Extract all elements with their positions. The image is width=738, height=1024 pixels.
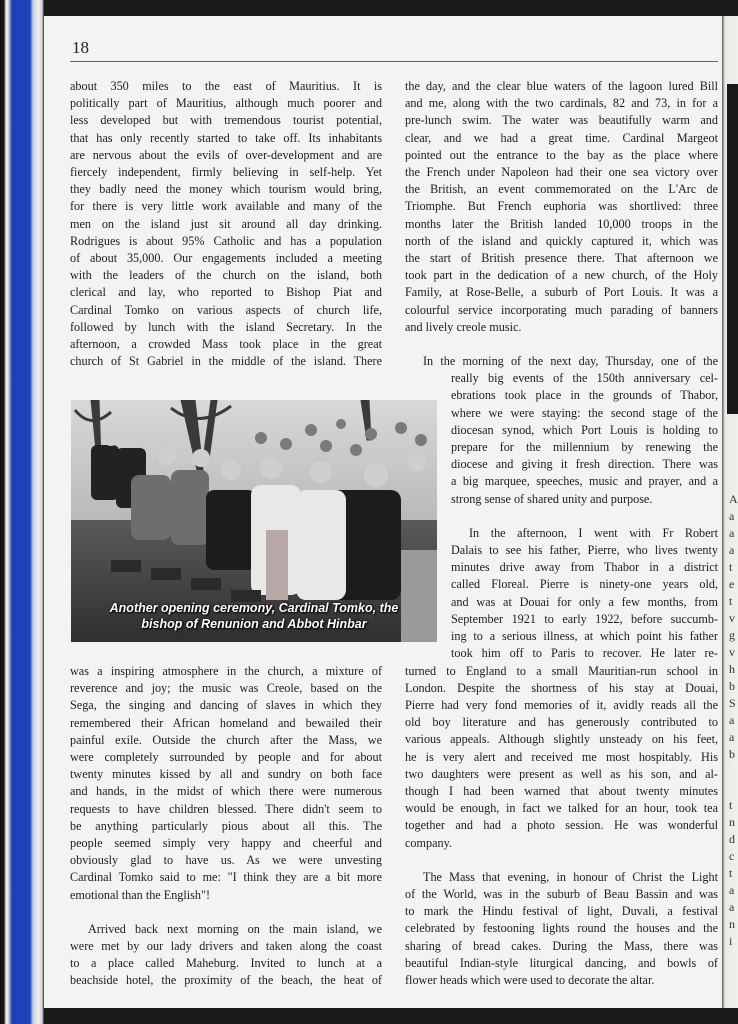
text-line: would be enough, in fact we talked for an hour, took tea xyxy=(405,801,718,816)
text-line: various appeals. Although slightly unsteady on his feet, xyxy=(405,732,718,747)
text-line: church of St Gabriel in the middle of the island. There xyxy=(70,354,382,369)
next-page-fragment: t xyxy=(729,798,733,812)
text-line: together and had a photo session. He was wonderful xyxy=(405,818,718,833)
text-line: diocesan synod, which Port Louis is holding to xyxy=(451,422,718,437)
text-line: In the morning of the next day, Thursday, one of the xyxy=(423,354,718,369)
text-line: of about 35,000. Our engagements included a meeting xyxy=(70,251,382,266)
text-line: to a place called Maheburg. Invited to lunch at a xyxy=(70,956,382,971)
text-line: were met by our lady drivers and taken along the coast xyxy=(70,939,382,954)
text-line: the day, and the clear blue waters of the lagoon lured Bill xyxy=(405,79,718,93)
next-page-fragment: A xyxy=(729,492,738,506)
text-line: company. xyxy=(405,835,452,850)
text-line: beautiful Indian-style liturgical dancing, and bowls of xyxy=(405,955,718,970)
event-photo xyxy=(71,400,437,642)
text-line: September 1921 to early 1922, before succumb- xyxy=(451,611,718,626)
next-page-fragment: h xyxy=(729,662,735,676)
text-line: are nervous about the evils of over-development and are xyxy=(70,147,382,162)
text-line: where we were staying: the second stage of the xyxy=(451,405,718,420)
text-line: of the World, was in the suburb of Beau Bassin and was xyxy=(405,886,718,901)
next-page-fragment: a xyxy=(729,713,735,727)
paragraph xyxy=(405,353,718,508)
header-rule xyxy=(70,61,718,62)
next-page-fragment: a xyxy=(729,509,735,523)
paragraph xyxy=(405,78,718,336)
text-line: to mark the Hindu festival of light, Duvali, a festival xyxy=(405,904,718,919)
text-line: strong sense of shared unity and purpose. xyxy=(451,491,653,506)
text-line: turned to England to a small Mauritian-run school in xyxy=(405,663,718,678)
text-line: London. Despite the shortness of his stay at Douai, xyxy=(405,680,718,695)
text-line: the start of British presence there. That afternoon we xyxy=(405,251,718,266)
text-line: Rodrigues is about 95% Catholic and has a population xyxy=(70,233,382,248)
text-line: really big events of the 150th anniversary cel- xyxy=(451,371,718,386)
text-line: twenty minutes kissed by all and sundry on both face xyxy=(70,767,382,782)
next-page-fragment: g xyxy=(729,628,735,642)
text-line: emotional than the English"! xyxy=(70,887,211,902)
text-line: and me, along with the two cardinals, 82 and 73, in for a xyxy=(405,96,718,111)
paragraph xyxy=(70,921,382,990)
left-column-bottom xyxy=(70,663,382,990)
text-line: celebrated by festooning lights round the houses and the xyxy=(405,921,718,936)
text-line: they badly need the money which tourism would bring, xyxy=(70,182,382,197)
caption-line: bishop of Renunion and Abbot Hinbar xyxy=(141,617,367,631)
text-line: politically part of Mauritius, although much poorer and xyxy=(70,96,382,111)
paragraph xyxy=(405,869,718,989)
text-line: flower heads which were used to decorate the altar. xyxy=(405,972,655,987)
text-line: was a inspiring atmosphere in the church, a mixture of xyxy=(70,664,382,678)
text-line: remembered their African homeland and bewailed their xyxy=(70,715,382,730)
text-line: were completely surrounded by people and for about xyxy=(70,750,382,765)
text-line: a big marquee, speeches, music and prayer, and a xyxy=(451,474,718,489)
page-number: 18 xyxy=(72,38,89,57)
text-line: Dalais to see his father, Pierre, who lives twenty xyxy=(451,543,718,558)
text-line: Cardinal Tomko on various aspects of church life, xyxy=(70,302,382,317)
text-line: and hands, in the midst of which there were numerous xyxy=(70,784,382,799)
text-line: and lively creole music. xyxy=(405,319,522,334)
next-page-fragment: v xyxy=(729,611,735,625)
next-page-fragment: t xyxy=(729,866,733,880)
text-line: called Floreal. Pierre is ninety-one years old, xyxy=(451,577,718,592)
next-page-fragment: n xyxy=(729,917,735,931)
text-line: beachside hotel, the proximity of the beach, the heat of xyxy=(70,973,382,988)
text-line: clerical and lay, who reported to Bishop Piat and xyxy=(70,285,382,300)
paragraph xyxy=(70,663,382,904)
paragraph xyxy=(70,78,382,370)
text-line: painful exile. Outside the church after the Mass, we xyxy=(70,732,382,747)
text-line: clear, and we had a great time. Cardinal Margeot xyxy=(405,130,718,145)
next-page-fragment: a xyxy=(729,883,735,897)
text-line: two daughters were present as well as his son, and al- xyxy=(405,766,718,781)
text-line: took part in the dedication of a new church, of the Holy xyxy=(405,268,718,283)
text-line: that has only recently started to take off. Its inhabitants xyxy=(70,130,382,145)
next-page-fragment: b xyxy=(729,747,735,761)
text-line: fiercely independent, firmly believing in self-help. Yet xyxy=(70,165,382,180)
text-line: be anything particularly pious about all this. The xyxy=(70,818,382,833)
text-line: reverence and joy; the music was Creole, based on the xyxy=(70,681,382,696)
next-page-photo-edge xyxy=(727,84,738,414)
text-line: Sega, the singing and dancing of slaves in which they xyxy=(70,698,382,713)
text-line: followed by lunch with the island Secretary. In the xyxy=(70,319,382,334)
text-line: pre-lunch swim. The water was beautifully warm and xyxy=(405,113,718,128)
text-line: north of the island and quickly captured it, which was xyxy=(405,233,718,248)
paragraph xyxy=(405,525,718,852)
next-page-fragment: a xyxy=(729,543,735,557)
text-line: Pierre had very fond memories of it, avidly reads all the xyxy=(405,697,718,712)
text-line: The Mass that evening, in honour of Christ the Light xyxy=(423,869,718,884)
text-line: ing to a serious illness, at which point his father xyxy=(451,629,718,644)
text-line: less developed but with tremendous tourist potential, xyxy=(70,113,382,128)
text-line: the French under Napoleon had their one sea victory over xyxy=(405,165,718,180)
next-page-fragment: a xyxy=(729,526,735,540)
text-line: for there is very little work available and many of the xyxy=(70,199,382,214)
next-page-fragment: a xyxy=(729,900,735,914)
text-line: requests to have children blessed. There didn't seem to xyxy=(70,801,382,816)
text-line: In the afternoon, I went with Fr Robert xyxy=(469,525,718,540)
photo-caption xyxy=(71,600,437,632)
next-page-fragment: t xyxy=(729,594,733,608)
text-line: people seemed simply very happy and cheerful and xyxy=(70,836,382,851)
next-page-fragment: S xyxy=(729,696,736,710)
text-line: he is very alert and received me most hospitably. His xyxy=(405,749,718,764)
text-line: afternoon, a crowded Mass took place in the great xyxy=(70,337,382,352)
text-line: pointed out the entrance to the bay as the place where xyxy=(405,147,718,162)
text-line: about 350 miles to the east of Mauritius. It is xyxy=(70,79,382,93)
next-page-fragment: e xyxy=(729,577,735,591)
next-page-fragment: d xyxy=(729,832,735,846)
text-line: colourful service incorporating much parading of banners xyxy=(405,302,718,317)
text-line: Family, at Rose-Belle, a suburb of Port Louis. It was a xyxy=(405,285,718,300)
magazine-page xyxy=(44,16,722,1008)
text-line: diocese and giving it fresh direction. There was xyxy=(451,457,718,472)
text-line: obviously glad to have us. As we were unvesting xyxy=(70,853,382,868)
next-page-fragment: c xyxy=(729,849,735,863)
text-line: minutes drive away from Thabor in a district xyxy=(451,560,718,575)
left-column-top xyxy=(70,78,382,370)
text-line: Arrived back next morning on the main island, we xyxy=(88,921,382,936)
next-page-fragment: n xyxy=(729,815,735,829)
text-line: men on the island just sit around all day drinking. xyxy=(70,216,382,231)
next-page-fragment: i xyxy=(729,934,733,948)
next-page-fragment: a xyxy=(729,730,735,744)
text-line: though I had been warned that about twenty minutes xyxy=(405,783,718,798)
text-line: ebrations took place in the grounds of Thabor, xyxy=(451,388,718,403)
text-line: took him off to Paris to recover. He later re- xyxy=(451,646,718,661)
caption-line: Another opening ceremony, Cardinal Tomko, the xyxy=(109,601,399,615)
book-binding xyxy=(0,0,44,1024)
text-line: sharing of bread cakes. During the Mass, there was xyxy=(405,938,718,953)
text-line: and was at Douai for only a few months, from xyxy=(451,594,718,609)
text-line: the British, an event commemorated on the L'Arc de xyxy=(405,182,718,197)
next-page-fragment: v xyxy=(729,645,735,659)
text-line: Cardinal Tomko said to me: "I think they are a bit more xyxy=(70,870,382,885)
text-line: old boy literature and has generously contributed to xyxy=(405,715,718,730)
next-page-fragment: t xyxy=(729,560,733,574)
text-line: prepare for the millennium by renewing the xyxy=(451,440,718,455)
right-column xyxy=(405,78,718,989)
next-page-fragment: b xyxy=(729,679,735,693)
text-line: months later the British landed 10,000 troops in the xyxy=(405,216,718,231)
text-line: Triomphe. But French euphoria was shortlived: three xyxy=(405,199,718,214)
next-page-edge xyxy=(722,16,738,1008)
text-line: with the leaders of the church on the island, both xyxy=(70,268,382,283)
